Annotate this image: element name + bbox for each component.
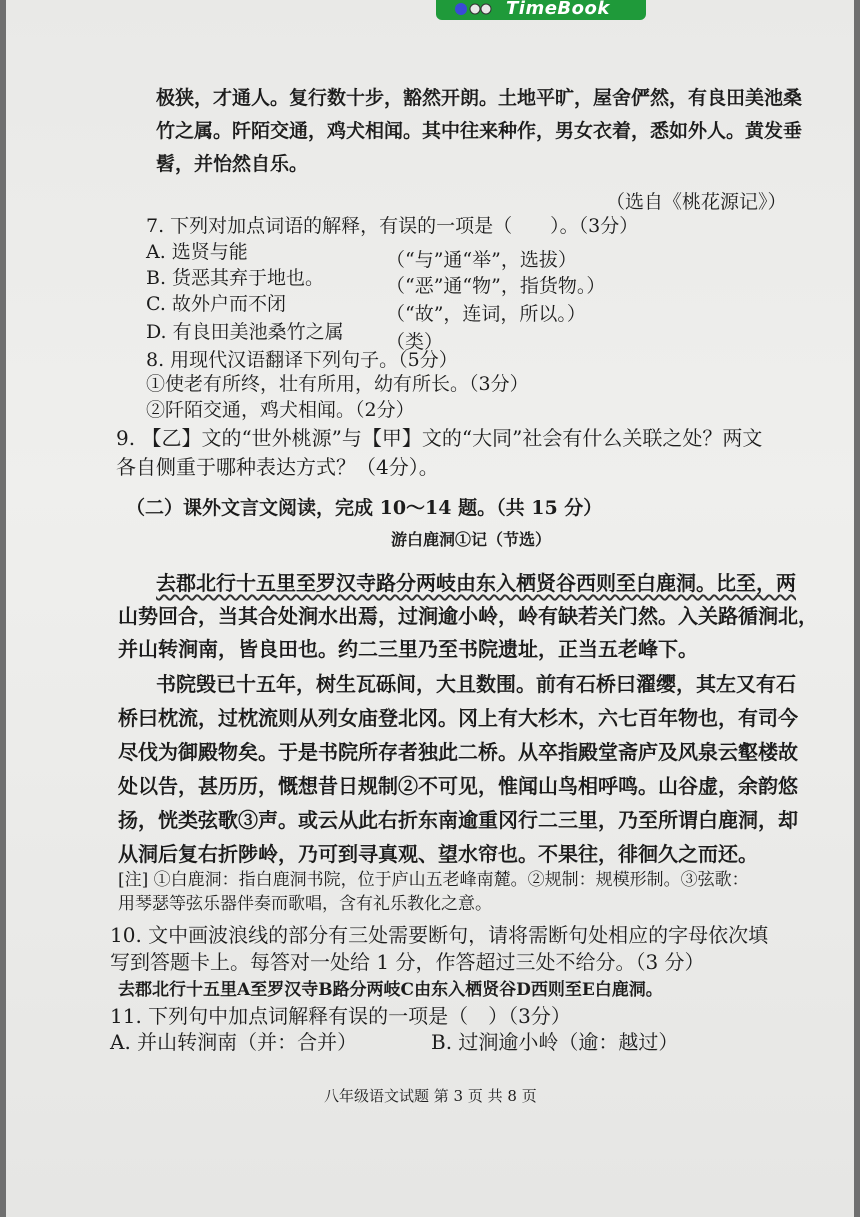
question-9-line: 各自侧重于哪种表达方式？（4分）。 [116,455,439,479]
passage-line: 书院毁已十五年，树生瓦砾间，大且数围。前有石桥曰濯缨，其左又有石 [156,672,796,696]
question-11-stem: 11. 下列句中加点词解释有误的一项是（ ）（3分） [110,1004,571,1028]
passage-line: 并山转涧南，皆良田也。约二三里乃至书院遗址，正当五老峰下。 [118,637,698,661]
passage-line: 髫，并怡然自乐。 [156,153,309,175]
question-10-line: 10. 文中画波浪线的部分有三处需要断句，请将需断句处相应的字母依次填 [110,923,769,947]
footnote-line: 用琴瑟等弦乐器伴奏而歌唱，含有礼乐教化之意。 [118,894,492,914]
page-footer: 八年级语文试题 第 3 页 共 8 页 [324,1087,537,1105]
q7-option-d: D. 有良田美池桑竹之属 [146,321,344,343]
passage-line: 处以告，甚历历，慨想昔日规制②不可见，惟闻山鸟相呼鸣。山谷虚，余韵悠 [118,774,798,798]
q7-option-d-note: （类） [386,331,444,353]
passage-line [156,571,796,595]
q7-option-a-note: （“与”通“举”，选拔） [386,249,577,271]
q11-option-a: A. 并山转涧南（并：合并） [110,1030,358,1054]
question-8-stem: 8. 用现代汉语翻译下列句子。（5分） [146,349,458,371]
q7-option-c-note: （“故”，连词，所以。） [386,303,586,325]
q8-item: ①使老有所终，壮有所用，幼有所长。（3分） [146,373,529,395]
passage-line: 从洞后复右折陟岭，乃可到寻真观、望水帘也。不果往，徘徊久之而还。 [118,842,758,866]
exam-page [6,0,854,1217]
question-10-line: 写到答题卡上。每答对一处给 1 分，作答超过三处不给分。（3 分） [110,950,705,974]
passage-line: 竹之属。阡陌交通，鸡犬相闻。其中往来种作，男女衣着，悉如外人。黄发垂 [156,120,803,142]
passage-line: 扬，恍类弦歌③声。或云从此右折东南逾重冈行二三里，乃至所谓白鹿洞，却 [118,808,798,832]
logo-eyes-icon [453,2,493,16]
passage-line: 桥曰枕流，过枕流则从列女庙登北冈。冈上有大杉木，六七百年物也，有司今 [118,706,798,730]
q10-marked-sentence: 去郡北行十五里A至罗汉寺B路分两岐C由东入栖贤谷D西则至E白鹿洞。 [118,980,663,1000]
passage-line: 极狭，才通人。复行数十步，豁然开朗。土地平旷，屋舍俨然，有良田美池桑 [156,87,803,109]
q11-option-b: B. 过涧逾小岭（逾：越过） [431,1030,679,1054]
question-9-line: 9. 【乙】文的“世外桃源”与【甲】文的“大同”社会有什么关联之处？两文 [116,426,763,450]
passage-line: 山势回合，当其合处涧水出焉，过涧逾小岭，岭有缺若关门然。入关路循涧北， [118,604,818,628]
source-note: （选自《桃花源记》） [606,191,787,213]
q7-option-b: B. 货恶其弃于地也。 [146,267,325,289]
question-7-stem: 7. 下列对加点词语的解释，有误的一项是（ ）。（3分） [146,215,639,237]
q8-item: ②阡陌交通，鸡犬相闻。（2分） [146,399,415,421]
wavy-underlined-text: 去郡北行十五里至罗汉寺路分两岐由东入栖贤谷西则至白鹿洞。比至，两 [156,571,796,595]
brand-logo: TimeBook [506,0,610,19]
footnote-line: [注] ①白鹿洞：指白鹿洞书院，位于庐山五老峰南麓。②规制：规模形制。③弦歌： [118,870,749,890]
passage-line: 尽伐为御殿物矣。于是书院所存者独此二桥。从卒指殿堂斋庐及风泉云壑楼故 [118,740,798,764]
section-heading: （二）课外文言文阅读，完成 10～14 题。（共 15 分） [126,497,603,519]
q7-option-c: C. 故外户而不闭 [146,293,286,315]
q7-option-a: A. 选贤与能 [146,241,248,263]
article-title: 游白鹿洞①记（节选） [391,530,552,549]
q7-option-b-note: （“恶”通“物”，指货物。） [386,275,606,297]
